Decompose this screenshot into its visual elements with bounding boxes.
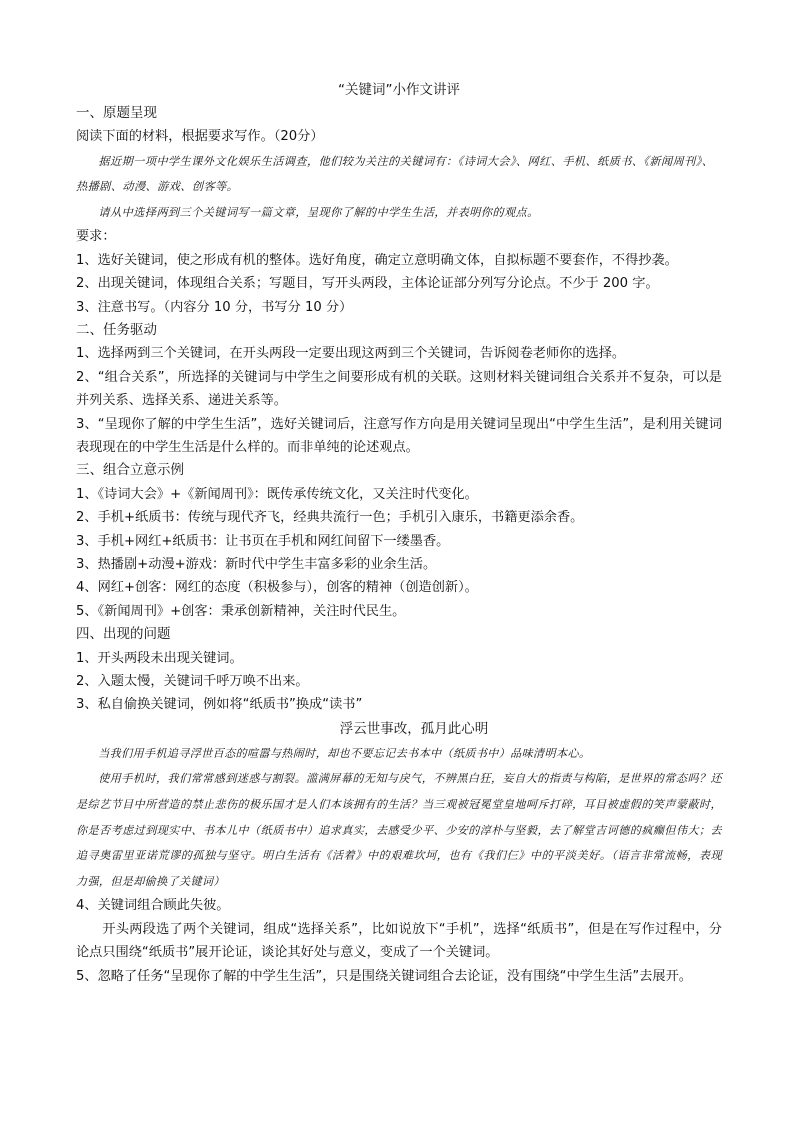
- document-title: “关键词”小作文讲评: [338, 82, 460, 98]
- sample-essay-paragraph-2: 使用手机时，我们常常感到迷惑与割裂。滥满屏幕的无知与戾气，不辨黑白狂，妄自大的指责与构陷，是世界的常态吗？还是综艺节目中所营造的禁止悲伤的极乐国才是人们本该拥有的生活？当三观被冠冕堂皇地呵斥打碎，耳目被虚假的笑声蒙蔽时，你是否考虑过到现实中、书本儿中（纸质书中）追求真实，去感受少平、少安的淳朴与坚毅，去了解堂吉诃德的疯癫但伟大；去追寻奥雷里亚诺荒谬的孤独与坚守。明白生活有《活着》中的艰难坎坷，也有《我们仨》中的平淡美好。（语言非常流畅，表现力强，但是却偷换了关键词）: [76, 772, 722, 888]
- example-1: 1、《诗词大会》+《新闻周刊》：既传承传统文化，又关注时代变化。: [76, 486, 478, 502]
- task-item-1: 1、选择两到三个关键词，在开头两段一定要出现这两到三个关键词，告诉阅卷老师你的选择。: [76, 346, 626, 362]
- prompt-text: 阅读下面的材料，根据要求写作。（20分）: [76, 129, 324, 145]
- sample-essay-title: 浮云世事改，孤月此心明: [339, 720, 489, 737]
- task-item-2: 2、“组合关系”，所选择的关键词与中学生之间要形成有机的关联。这则材料关键词组合关系并不复杂，可以是并列关系、选择关系、递进关系等。: [76, 369, 722, 409]
- example-3: 3、手机+网红+纸质书：让书页在手机和网红间留下一缕墨香。: [76, 533, 450, 549]
- example-2: 2、手机+纸质书：传统与现代齐飞，经典共流行一色；手机引入康乐，书籍更添余香。: [76, 510, 584, 526]
- requirement-2: 2、出现关键词，体现组合关系；写题目，写开头两段，主体论证部分列写分论点。不少于 200 字。: [76, 276, 659, 292]
- problem-2: 2、入题太慢，关键词千呼万唤不出来。: [76, 674, 309, 690]
- section-heading-examples: 三、组合立意示例: [76, 462, 184, 479]
- example-5: 4、网红+创客：网红的态度（积极参与），创客的精神（创造创新）。: [76, 580, 478, 596]
- section-heading-task-driven: 二、任务驱动: [76, 321, 157, 338]
- problem-4: 4、关键词组合顾此失彼。: [76, 898, 230, 914]
- document-page: [76, 78, 722, 988]
- example-4: 3、热播剧+动漫+游戏：新时代中学生丰富多彩的业余生活。: [76, 557, 437, 572]
- example-6: 5、《新闻周刊》+创客：秉承创新精神，关注时代民生。: [76, 603, 406, 619]
- section-heading-original-prompt: 一、原题呈现: [76, 105, 157, 121]
- requirement-1: 1、选好关键词，使之形成有机的整体。选好角度，确定立意明确文体，自拟标题不要套作，不得抄袭。: [76, 252, 678, 268]
- problem-5: 5、忽略了任务“呈现你了解的中学生生活”，只是围绕关键词组合去论证，没有围绕“中学生生活”去展开。: [76, 969, 692, 984]
- problem-3: 3、私自偷换关键词，例如将“纸质书”换成“读书”: [76, 697, 363, 713]
- sample-essay-paragraph-1: 当我们用手机追寻浮世百态的喧嚣与热闹时，却也不要忘记去书本中（纸质书中）品味清明本心。: [98, 746, 591, 760]
- problem-4-detail: 开头两段选了两个关键词，组成“选择关系”，比如说放下“手机”，选择“纸质书”，但是在写作过程中，分论点只围绕“纸质书”展开论证，谈论其好处与意义，变成了一个关键词。: [76, 921, 722, 961]
- task-item-3: 3、“呈现你了解的中学生生活”，选好关键词后，注意写作方向是用关键词呈现出“中学生生活”，是利用关键词表现现在的中学生生活是什么样的。而非单纯的论述观点。: [76, 416, 722, 455]
- requirements-label: 要求：: [76, 229, 116, 245]
- problem-1: 1、开头两段未出现关键词。: [76, 650, 243, 666]
- material-paragraph-1: 据近期一项中学生课外文化娱乐生活调查，他们较为关注的关键词有：《诗词大会》、网红、手机、纸质书、《新闻周刊》、热播剧、动漫、游戏、创客等。: [76, 154, 714, 194]
- requirement-3: 3、注意书写。（内容分 10 分，书写分 10 分）: [76, 299, 353, 315]
- material-paragraph-2: 请从中选择两到三个关键词写一篇文章，呈现你了解的中学生生活，并表明你的观点。: [98, 205, 539, 219]
- section-heading-problems: 四、出现的问题: [76, 626, 171, 643]
